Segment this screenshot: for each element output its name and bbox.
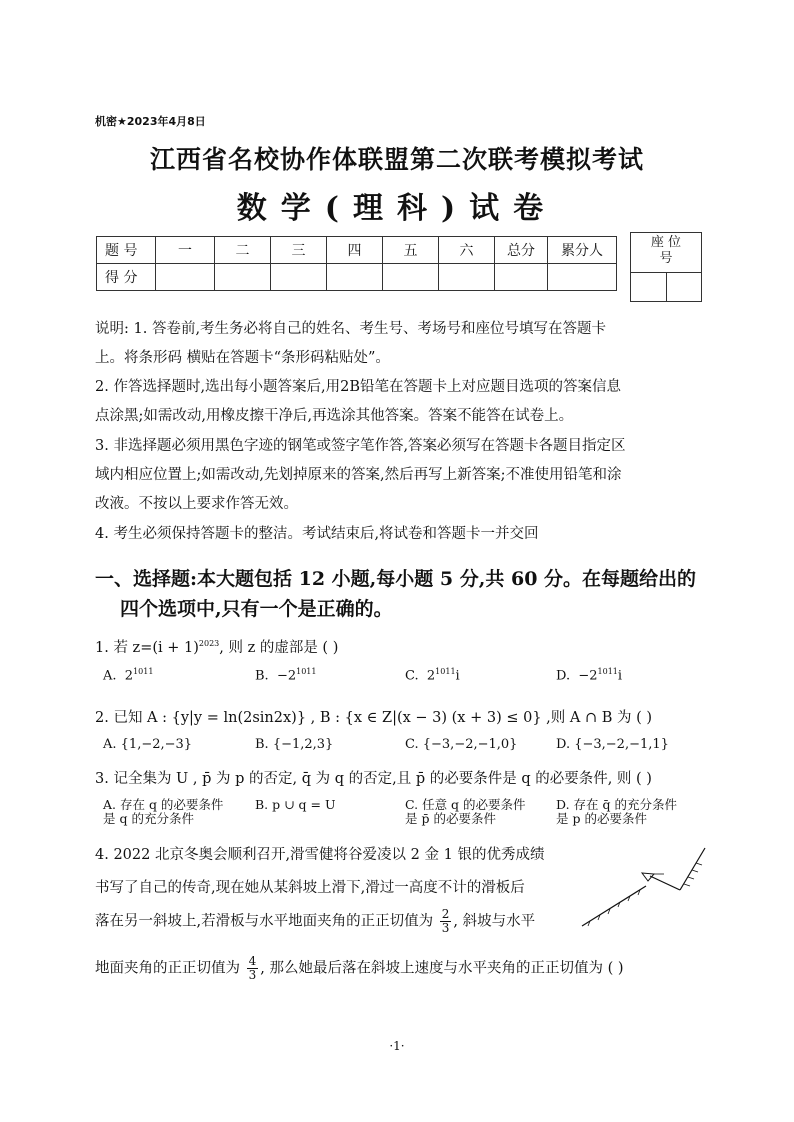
- score-cell: 总分: [495, 237, 548, 264]
- instruction-line: 点涂黑;如需改动,用橡皮擦干净后,再选涂其他答案。答案不能答在试卷上。: [95, 408, 574, 424]
- q3-option-a[interactable]: A. 存在 q 的必要条件 是 q 的充分条件: [103, 797, 224, 826]
- q3-option-c[interactable]: C. 任意 q 的必要条件 是 p̄ 的必要条件: [405, 797, 526, 826]
- fraction-4-3: $\frac{4}{3}$: [248, 954, 257, 982]
- question-4-line: 4. 2022 北京冬奥会顺利召开,滑雪健将谷爱凌以 2 金 1 银的优秀成绩: [95, 847, 545, 863]
- q1-option-d[interactable]: D. $-2^{1011}i$: [556, 667, 623, 684]
- score-cell: 二: [215, 237, 271, 264]
- exam-title: 江西省名校协作体联盟第二次联考模拟考试: [149, 145, 644, 174]
- question-4-line: 书写了自己的传奇,现在她从某斜坡上滑下,滑过一高度不计的滑板后: [95, 880, 525, 896]
- q2-option-a[interactable]: A. {1,−2,−3}: [103, 737, 193, 752]
- score-cell: 累分人: [548, 237, 617, 264]
- question-1-stem: [95, 636, 715, 657]
- instruction-line: 域内相应位置上;如需改动,先划掉原来的答案,然后再写上新答案;不准使用铅笔和涂: [95, 467, 622, 483]
- section-heading: 一、选择题:本大题包括 12 小题,每小题 5 分,共 60 分。在每题给出的: [95, 568, 697, 590]
- score-entry[interactable]: [548, 264, 617, 291]
- score-table: [96, 236, 617, 291]
- instruction-line: 上。将条形码 横贴在答题卡“条形码粘贴处”。: [95, 350, 390, 366]
- seat-cells[interactable]: [631, 272, 701, 301]
- q3-option-d[interactable]: D. 存在 q̄ 的充分条件 是 p 的必要条件: [556, 797, 677, 826]
- score-cell: 题 号: [97, 237, 156, 264]
- score-cell: 一: [156, 237, 215, 264]
- score-cell: 六: [439, 237, 495, 264]
- instruction-line: 2. 作答选择题时,选出每小题答案后,用2B铅笔在答题卡上对应题目选项的答案信息: [95, 379, 622, 395]
- score-entry[interactable]: [383, 264, 439, 291]
- q1-option-b[interactable]: B. $-2^{1011}$: [255, 667, 317, 684]
- question-2-stem: 2. 已知 A : {y|y = ln(2sin2x)} , B : {x ∈ Z|(x − 3) (x + 3) ≤ 0} ,则 A ∩ B 为 ( ): [95, 710, 653, 726]
- score-entry[interactable]: [215, 264, 271, 291]
- section-heading-cont: 四个选项中,只有一个是正确的。: [120, 598, 393, 620]
- score-entry[interactable]: [156, 264, 215, 291]
- question-4-line: 地面夹角的正正切值为 $\frac{4}{3}$ , 那么她最后落在斜坡上速度与水平夹角的正正切值为 ( ): [95, 954, 624, 982]
- score-entry[interactable]: [495, 264, 548, 291]
- score-table-score-row: [97, 264, 617, 291]
- confidential-date: 机密★2023年4月8日: [95, 115, 206, 128]
- page-number: ·1·: [389, 1039, 405, 1053]
- score-entry[interactable]: [439, 264, 495, 291]
- instruction-line: 3. 非选择题必须用黑色字迹的钢笔或签字笔作答,答案必须写在答题卡各题目指定区: [95, 438, 626, 454]
- q3-option-b[interactable]: B. p ∪ q = U: [255, 797, 336, 812]
- score-entry[interactable]: [327, 264, 383, 291]
- score-cell: 四: [327, 237, 383, 264]
- seat-label: 座 位 号: [650, 235, 682, 266]
- q2-option-c[interactable]: C. {−3,−2,−1,0}: [405, 737, 518, 752]
- instruction-line: 改液。不按以上要求作答无效。: [95, 496, 298, 512]
- slope-diagram: [580, 840, 710, 930]
- q1-exponent: 2023: [198, 639, 220, 649]
- seat-number-box: [630, 232, 702, 302]
- q2-option-b[interactable]: B. {−1,2,3}: [255, 737, 334, 752]
- q2-option-d[interactable]: D. {−3,−2,−1,1}: [556, 737, 669, 752]
- q1-option-c[interactable]: C. $2^{1011}i$: [405, 667, 460, 684]
- score-cell: 三: [271, 237, 327, 264]
- question-3-stem: 3. 记全集为 U , p̄ 为 p 的否定, q̄ 为 q 的否定,且 p̄ 的必要条件是 q 的必要条件, 则 ( ): [95, 771, 652, 787]
- fraction-2-3: $\frac{2}{3}$: [441, 907, 450, 935]
- q1-option-a[interactable]: A. $2^{1011}$: [103, 667, 154, 684]
- subject-title: 数学(理科)试卷: [236, 191, 558, 226]
- score-table-header-row: [97, 237, 617, 264]
- q1-stem-part: 1. 若 z=(i + 1): [95, 640, 199, 656]
- score-label: 得 分: [97, 264, 156, 291]
- question-4-line: 落在另一斜坡上,若滑板与水平地面夹角的正正切值为 $\frac{2}{3}$ , 斜坡与水平: [95, 907, 536, 935]
- score-cell: 五: [383, 237, 439, 264]
- instruction-line: 4. 考生必须保持答题卡的整洁。考试结束后,将试卷和答题卡一并交回: [95, 526, 539, 542]
- q1-stem-part: , 则 z 的虚部是 ( ): [219, 640, 339, 656]
- score-entry[interactable]: [271, 264, 327, 291]
- instruction-line: 说明: 1. 答卷前,考生务必将自己的姓名、考生号、考场号和座位号填写在答题卡: [95, 321, 607, 337]
